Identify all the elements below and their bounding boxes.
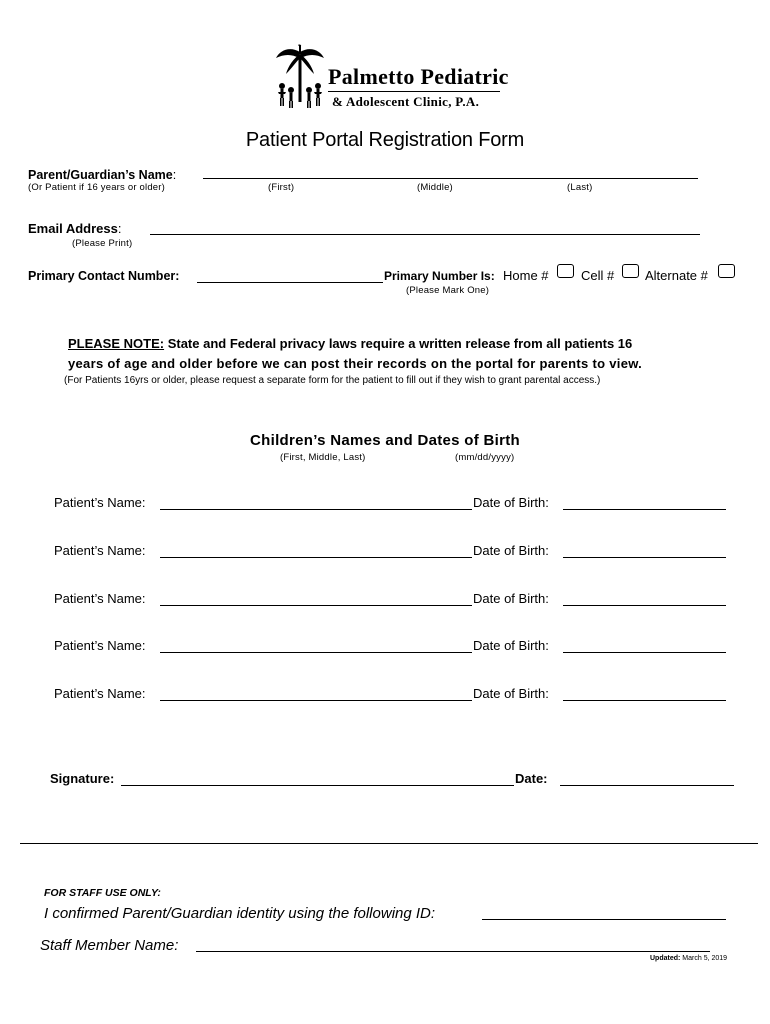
signature-date-label: Date: [515, 771, 548, 786]
children-name-hint: (First, Middle, Last) [280, 452, 366, 463]
palm-tree-icon [272, 44, 328, 114]
email-hint: (Please Print) [72, 238, 133, 249]
date-of-birth-field[interactable] [563, 557, 726, 558]
privacy-notice-line1 [68, 336, 632, 351]
guardian-middle-hint: (Middle) [417, 182, 453, 193]
notice-text-1: State and Federal privacy laws require a written release from all patients 16 [164, 336, 633, 351]
guardian-colon: : [172, 168, 177, 182]
alternate-checkbox[interactable] [718, 264, 735, 278]
staff-id-field[interactable] [482, 919, 726, 920]
privacy-notice-line2: years of age and older before we can post their records on the portal for parents to view. [68, 356, 643, 371]
signature-label: Signature: [50, 771, 115, 786]
patient-name-field[interactable] [160, 700, 472, 701]
guardian-last-hint: (Last) [567, 182, 593, 193]
patient-name-label: Patient’s Name: [54, 686, 146, 701]
logo-divider [328, 91, 500, 92]
patient-name-label: Patient’s Name: [54, 543, 146, 558]
number-is-label: Primary Number Is: [384, 269, 495, 283]
patient-name-field[interactable] [160, 605, 472, 606]
logo-subtitle: & Adolescent Clinic, P.A. [332, 94, 480, 109]
email-label-group [28, 221, 121, 236]
patient-name-field[interactable] [160, 652, 472, 653]
logo-name: Palmetto Pediatric [328, 64, 509, 89]
date-of-birth-label: Date of Birth: [473, 543, 549, 558]
staff-member-label: Staff Member Name: [40, 937, 179, 954]
date-of-birth-field[interactable] [563, 652, 726, 653]
patient-name-label: Patient’s Name: [54, 638, 146, 653]
guardian-sub-label: (Or Patient if 16 years or older) [28, 182, 166, 193]
children-date-hint: (mm/dd/yyyy) [455, 452, 515, 463]
updated-date: March 5, 2019 [682, 955, 728, 962]
date-of-birth-label: Date of Birth: [473, 638, 549, 653]
section-divider [20, 843, 758, 844]
page-title: Patient Portal Registration Form [245, 129, 525, 151]
cell-label: Cell # [581, 268, 615, 283]
contact-hint: (Please Mark One) [406, 285, 490, 296]
email-label: Email Address [28, 221, 118, 236]
alternate-label: Alternate # [645, 268, 708, 283]
patient-name-field[interactable] [160, 509, 472, 510]
contact-number-field[interactable] [197, 282, 383, 283]
staff-member-field[interactable] [196, 951, 710, 952]
guardian-first-hint: (First) [268, 182, 295, 193]
staff-confirm-label: I confirmed Parent/Guardian identity using the following ID: [44, 905, 436, 922]
contact-label: Primary Contact Number: [28, 269, 180, 283]
updated-label: Updated: [650, 955, 681, 962]
patient-name-field[interactable] [160, 557, 472, 558]
date-of-birth-label: Date of Birth: [473, 495, 549, 510]
guardian-label: Parent/Guardian’s Name [28, 168, 173, 182]
date-of-birth-field[interactable] [563, 605, 726, 606]
date-of-birth-label: Date of Birth: [473, 686, 549, 701]
patient-name-label: Patient’s Name: [54, 591, 146, 606]
guardian-name-field[interactable] [203, 178, 698, 179]
home-label: Home # [503, 268, 549, 283]
guardian-label-group [28, 168, 176, 182]
signature-field[interactable] [121, 785, 514, 786]
staff-heading: FOR STAFF USE ONLY: [44, 887, 161, 899]
please-note-label: PLEASE NOTE: [68, 336, 165, 351]
email-colon: : [117, 221, 122, 236]
clinic-logo [268, 44, 508, 116]
date-of-birth-label: Date of Birth: [473, 591, 549, 606]
date-of-birth-field[interactable] [563, 509, 726, 510]
updated-note [650, 955, 727, 962]
children-heading: Children’s Names and Dates of Birth [250, 432, 520, 449]
cell-checkbox[interactable] [622, 264, 639, 278]
signature-date-field[interactable] [560, 785, 734, 786]
email-field[interactable] [150, 234, 700, 235]
privacy-notice-line3: (For Patients 16yrs or older, please request a separate form for the patient to fill out if they wish to grant parental access.) [64, 375, 601, 386]
patient-name-label: Patient’s Name: [54, 495, 146, 510]
date-of-birth-field[interactable] [563, 700, 726, 701]
home-checkbox[interactable] [557, 264, 574, 278]
